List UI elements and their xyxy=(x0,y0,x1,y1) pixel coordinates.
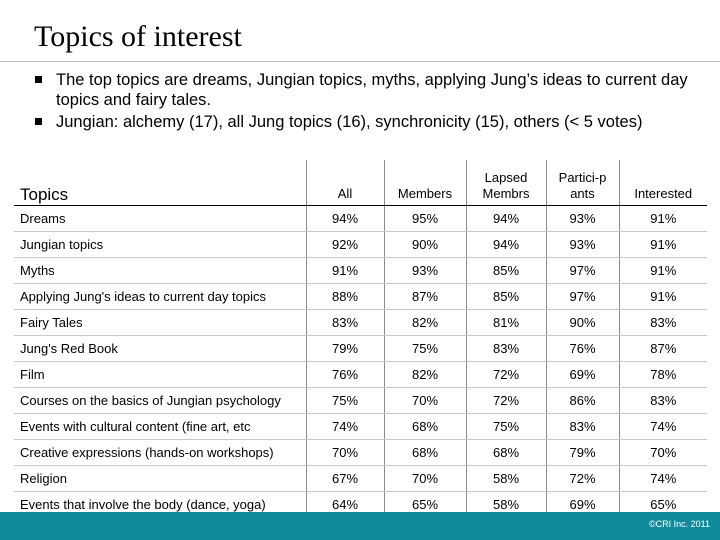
percent-cell: 74% xyxy=(619,466,707,492)
percent-cell: 85% xyxy=(466,258,546,284)
percent-cell: 91% xyxy=(619,232,707,258)
header-lapsed-members xyxy=(466,160,546,206)
percent-cell: 94% xyxy=(466,232,546,258)
table-row xyxy=(14,310,707,336)
table-row xyxy=(14,284,707,310)
table-row xyxy=(14,388,707,414)
percent-cell: 65% xyxy=(619,492,707,518)
percent-cell: 67% xyxy=(306,466,384,492)
header-topics: Topics xyxy=(14,160,306,206)
percent-cell: 68% xyxy=(466,440,546,466)
table-row xyxy=(14,206,707,232)
percent-cell: 94% xyxy=(466,206,546,232)
percent-cell: 74% xyxy=(306,414,384,440)
percent-cell: 97% xyxy=(546,258,619,284)
slide-title: Topics of interest xyxy=(34,20,242,53)
percent-cell: 83% xyxy=(619,388,707,414)
percent-cell: 74% xyxy=(619,414,707,440)
bullet-text: The top topics are dreams, Jungian topics, myths, applying Jung’s ideas to current day topics and fairy tales. xyxy=(56,71,688,109)
percent-cell: 69% xyxy=(546,362,619,388)
topic-cell: Creative expressions (hands-on workshops) xyxy=(14,440,306,466)
percent-cell: 79% xyxy=(546,440,619,466)
header-lapsed-members-label: Lapsed Membrs xyxy=(482,170,530,201)
percent-cell: 64% xyxy=(306,492,384,518)
percent-cell: 83% xyxy=(466,336,546,362)
percent-cell: 65% xyxy=(384,492,466,518)
bullet-list xyxy=(34,70,714,134)
topic-cell: Applying Jung's ideas to current day topics xyxy=(14,284,306,310)
header-participants xyxy=(546,160,619,206)
topics-table xyxy=(14,160,707,517)
square-bullet-icon xyxy=(35,118,42,125)
table-row xyxy=(14,258,707,284)
topic-cell: Jungian topics xyxy=(14,232,306,258)
percent-cell: 93% xyxy=(546,206,619,232)
percent-cell: 92% xyxy=(306,232,384,258)
table-row xyxy=(14,414,707,440)
percent-cell: 69% xyxy=(546,492,619,518)
percent-cell: 83% xyxy=(546,414,619,440)
bullet-item xyxy=(34,112,714,132)
table-row xyxy=(14,466,707,492)
header-participants-label: Partici-pants xyxy=(558,170,607,201)
percent-cell: 91% xyxy=(306,258,384,284)
percent-cell: 93% xyxy=(384,258,466,284)
table-row xyxy=(14,362,707,388)
percent-cell: 91% xyxy=(619,206,707,232)
percent-cell: 86% xyxy=(546,388,619,414)
percent-cell: 87% xyxy=(619,336,707,362)
topic-cell: Jung's Red Book xyxy=(14,336,306,362)
percent-cell: 95% xyxy=(384,206,466,232)
topic-cell: Film xyxy=(14,362,306,388)
percent-cell: 72% xyxy=(466,362,546,388)
header-members: Members xyxy=(384,160,466,206)
topic-cell: Fairy Tales xyxy=(14,310,306,336)
percent-cell: 94% xyxy=(306,206,384,232)
bullet-text: Jungian: alchemy (17), all Jung topics (16), synchronicity (15), others (< 5 votes) xyxy=(56,113,643,131)
percent-cell: 68% xyxy=(384,414,466,440)
table-row xyxy=(14,232,707,258)
percent-cell: 72% xyxy=(466,388,546,414)
percent-cell: 83% xyxy=(619,310,707,336)
percent-cell: 79% xyxy=(306,336,384,362)
topic-cell: Courses on the basics of Jungian psychology xyxy=(14,388,306,414)
topic-cell: Dreams xyxy=(14,206,306,232)
percent-cell: 81% xyxy=(466,310,546,336)
table-row xyxy=(14,336,707,362)
topic-cell: Events that involve the body (dance, yoga) xyxy=(20,497,266,512)
percent-cell: 72% xyxy=(546,466,619,492)
percent-cell: 70% xyxy=(384,466,466,492)
header-interested: Interested xyxy=(619,160,707,206)
percent-cell: 75% xyxy=(466,414,546,440)
header-all: All xyxy=(306,160,384,206)
percent-cell: 88% xyxy=(306,284,384,310)
percent-cell: 68% xyxy=(384,440,466,466)
table-header-row xyxy=(14,160,707,206)
percent-cell: 97% xyxy=(546,284,619,310)
title-divider xyxy=(0,61,720,62)
percent-cell: 93% xyxy=(546,232,619,258)
footer-bar xyxy=(0,512,720,540)
percent-cell: 75% xyxy=(306,388,384,414)
percent-cell: 58% xyxy=(466,466,546,492)
percent-cell: 82% xyxy=(384,362,466,388)
percent-cell: 91% xyxy=(619,284,707,310)
percent-cell: 85% xyxy=(466,284,546,310)
topic-cell: Religion xyxy=(14,466,306,492)
percent-cell: 70% xyxy=(619,440,707,466)
percent-cell: 83% xyxy=(306,310,384,336)
percent-cell: 76% xyxy=(546,336,619,362)
table-row xyxy=(14,440,707,466)
percent-cell: 87% xyxy=(384,284,466,310)
percent-cell: 58% xyxy=(466,492,546,518)
percent-cell: 90% xyxy=(384,232,466,258)
bullet-item xyxy=(34,70,714,110)
copyright-text: ©CRI Inc. 2011 xyxy=(649,519,710,529)
percent-cell: 82% xyxy=(384,310,466,336)
percent-cell: 70% xyxy=(306,440,384,466)
percent-cell: 90% xyxy=(546,310,619,336)
topic-cell: Events with cultural content (fine art, etc xyxy=(14,414,306,440)
percent-cell: 70% xyxy=(384,388,466,414)
topics-table-container xyxy=(14,160,707,517)
percent-cell: 75% xyxy=(384,336,466,362)
percent-cell: 76% xyxy=(306,362,384,388)
percent-cell: 78% xyxy=(619,362,707,388)
topic-cell: Myths xyxy=(14,258,306,284)
square-bullet-icon xyxy=(35,76,42,83)
table-body xyxy=(14,206,707,518)
percent-cell: 91% xyxy=(619,258,707,284)
